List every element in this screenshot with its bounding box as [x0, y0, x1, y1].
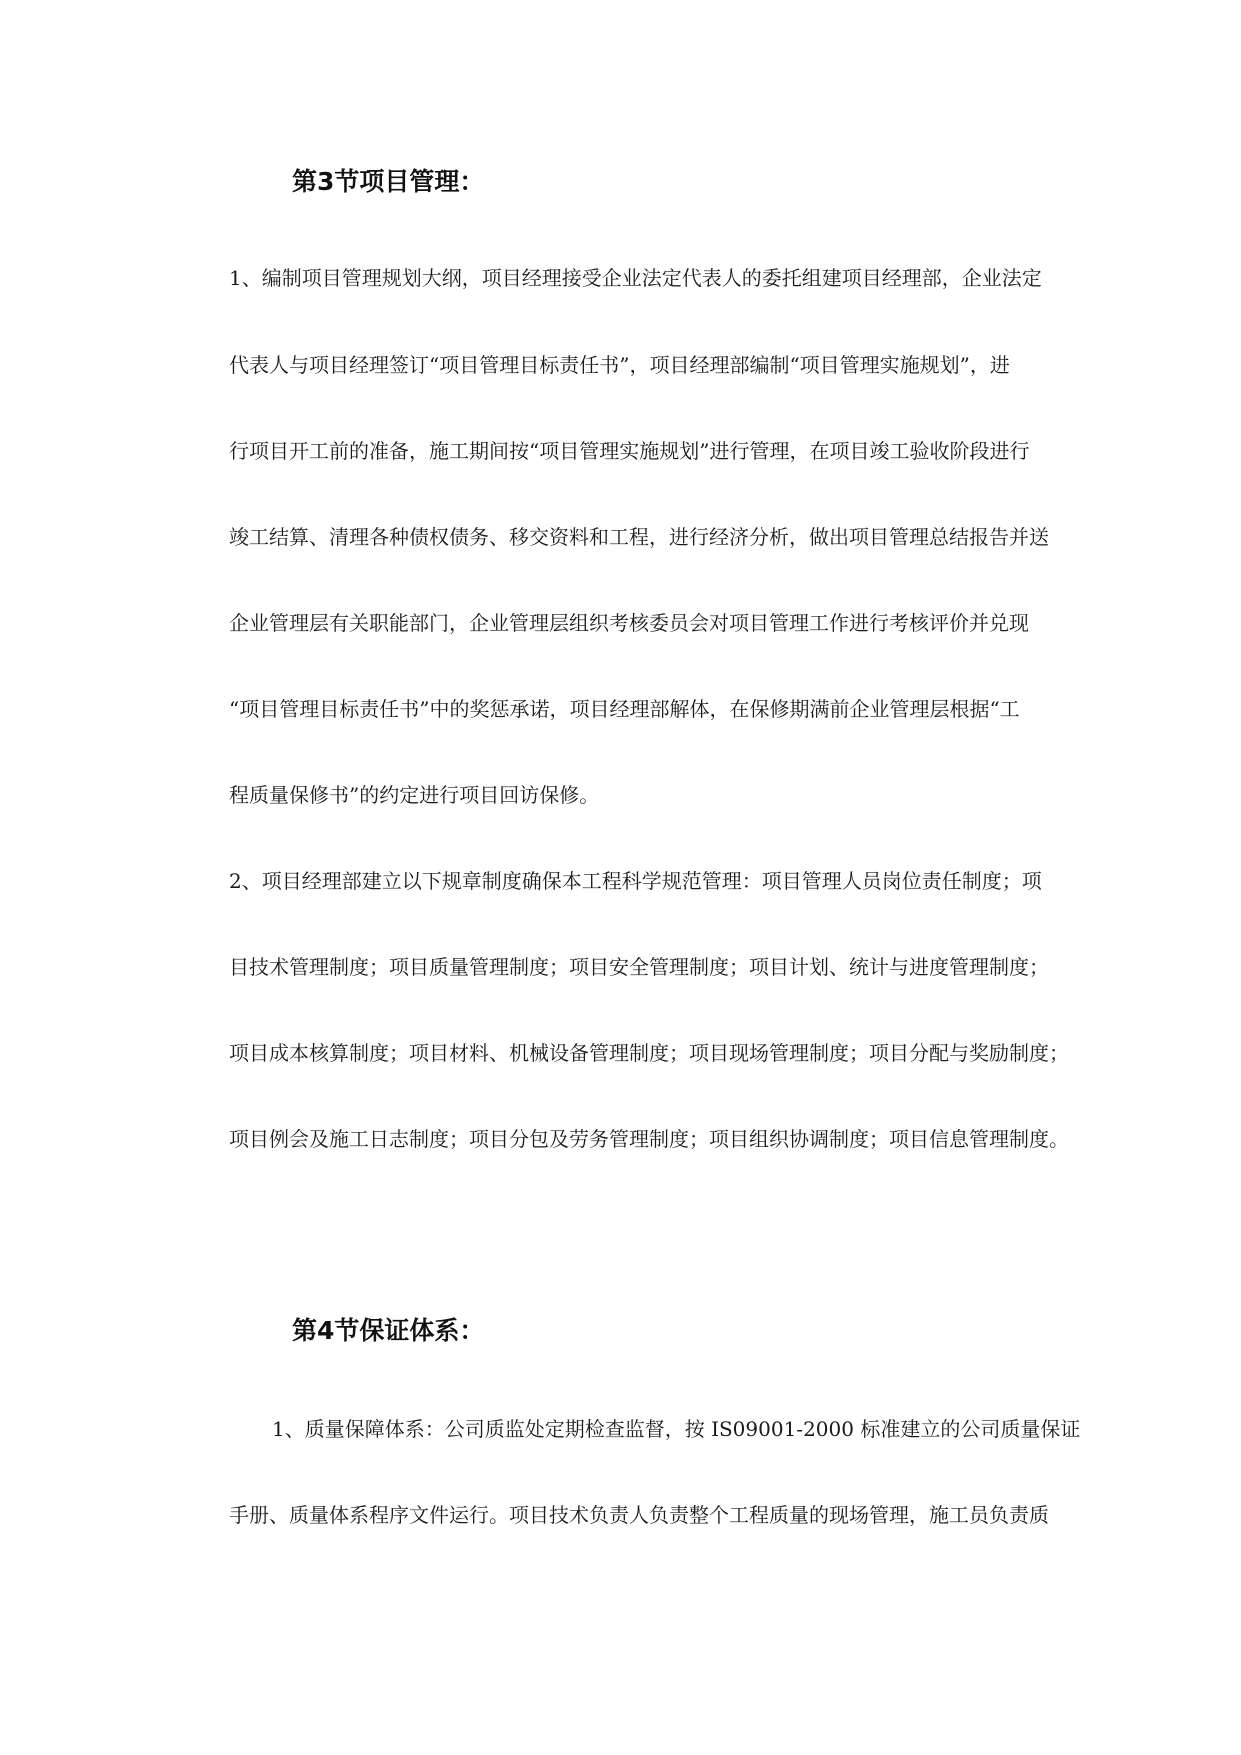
- section-3-line-5: 企业管理层有关职能部门，企业管理层组织考核委员会对项目管理工作进行考核评价并兑现: [229, 611, 1029, 635]
- section-3-line-2: 代表人与项目经理签订“项目管理目标责任书”，项目经理部编制“项目管理实施规划”，进: [229, 353, 1010, 377]
- section-4-heading: 第4节保证体系：: [292, 1316, 485, 1345]
- section-4-line-2: 手册、质量体系程序文件运行。项目技术负责人负责整个工程质量的现场管理，施工员负责质: [229, 1503, 1049, 1527]
- section-3-line-9: 目技术管理制度；项目质量管理制度；项目安全管理制度；项目计划、统计与进度管理制度；: [229, 955, 1049, 979]
- section-3-line-6: “项目管理目标责任书”中的奖惩承诺，项目经理部解体，在保修期满前企业管理层根据“工: [229, 697, 1020, 721]
- section-3-line-1: 1、编制项目管理规划大纲，项目经理接受企业法定代表人的委托组建项目经理部，企业法定: [229, 266, 1042, 290]
- section-4-line-1: 1、质量保障体系：公司质监处定期检查监督，按 IS09001-2000 标准建立的公司质量保证: [272, 1417, 1081, 1441]
- section-3-line-4: 竣工结算、清理各种债权债务、移交资料和工程，进行经济分析，做出项目管理总结报告并送: [229, 525, 1049, 549]
- section-3-line-7: 程质量保修书”的约定进行项目回访保修。: [229, 783, 600, 807]
- section-3-line-3: 行项目开工前的准备，施工期间按“项目管理实施规划”进行管理，在项目竣工验收阶段进行: [229, 439, 1030, 463]
- section-3-line-8: 2、项目经理部建立以下规章制度确保本工程科学规范管理：项目管理人员岗位责任制度；项: [229, 869, 1042, 893]
- section-3-line-10: 项目成本核算制度；项目材料、机械设备管理制度；项目现场管理制度；项目分配与奖励制度；: [229, 1041, 1069, 1065]
- section-3-line-11: 项目例会及施工日志制度；项目分包及劳务管理制度；项目组织协调制度；项目信息管理制度。: [229, 1127, 1069, 1151]
- section-3-heading: 第3节项目管理：: [292, 167, 485, 196]
